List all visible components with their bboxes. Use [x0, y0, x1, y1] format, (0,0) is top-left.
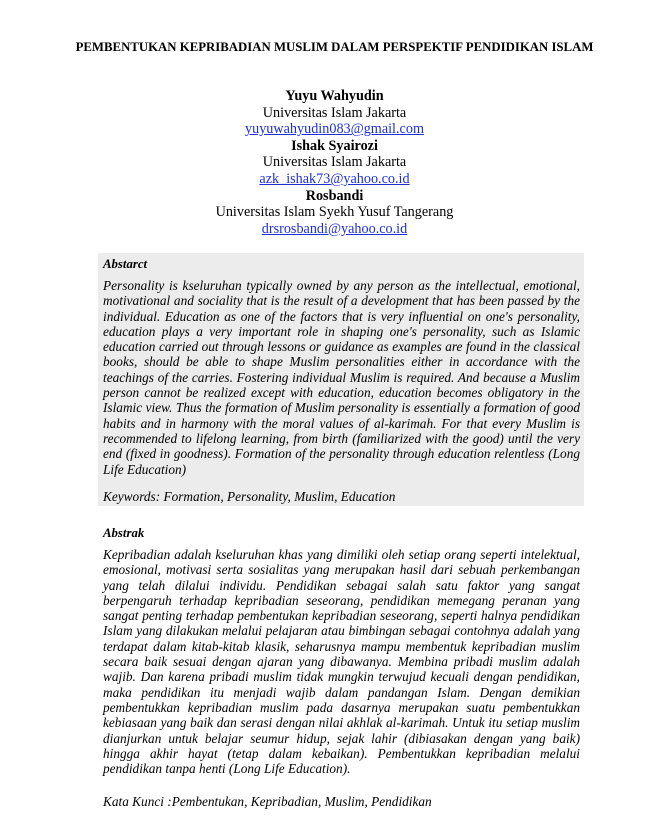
author-name: Rosbandi — [305, 187, 364, 204]
author-affiliation: Universitas Islam Jakarta — [262, 104, 407, 121]
author-affiliation: Universitas Islam Jakarta — [262, 154, 407, 171]
abstract-en-body: Personality is kseluruhan typically owned by any person as the intellectual, emotional, motivational and sociality that is the result of a development that has been passed by the individual. Education as one of the factors that is very influential on one's personality, education plays a very important role in shaping one's personality, such as Islamic education carried out through lessons or guidance as examples are found in the classical books, should be able to shape Muslim personalities either in accordance with the teachings of the carries. Fostering individual Muslim is required. And because a Muslim person cannot be realized except with education, education becomes obligatory in the Islamic view. Thus the formation of Muslim personality is essentially a formation of good habits and in harmony with the moral values of al-karimah. For that every Muslim is recommended to lifelong learning, from birth (familiarized with the good) until the very end (fixed in goodness). Formation of the personality through education relentless (Long Life Education) — [103, 278, 580, 477]
author-email-link[interactable]: drsrosbandi@yahoo.co.id — [261, 220, 408, 237]
author-name: Yuyu Wahyudin — [285, 88, 384, 104]
abstract-en-heading: Abstarct — [103, 257, 148, 271]
abstract-id-heading: Abstrak — [103, 526, 145, 540]
author-affiliation: Universitas Islam Syekh Yusuf Tangerang — [215, 204, 454, 221]
author-email-link[interactable]: yuyuwahyudin083@gmail.com — [245, 121, 424, 138]
abstract-id-body: Kepribadian adalah kseluruhan khas yang dimiliki oleh setiap orang seperti intelektual, emosional, motivasi serta sosialitas yang merupakan hasil dari sebuah perkembangan yang telah dilalui individu. Pendidikan sebagai salah satu faktor yang sangat berpengaruh terhadap kepribadian seseorang, pendidikan memegang peranan yang sangat penting terhadap pembentukan kepribadian seseorang, seperti halnya pendidikan Islam yang dilakukan melalui pelajaran atau bimbingan sebagai contohnya adalah yang terdapat dalam kitab-kitab klasik, seharusnya mampu membentuk kepribadian muslim secara baik sesuai dengan ajaran yang dibawanya. Membina pribadi muslim adalah wajib. Dan karena pribadi muslim tidak mungkin terwujud kecuali dengan pendidikan, maka pendidikan itu menjadi wajib dalam pandangan Islam. Dengan demikian pembentukkan kepribadian muslim pada dasarnya merupakan suatu pembentukkan kebiasaan yang baik dan serasi dengan nilai akhlak al-karimah. Untuk itu setiap muslim dianjurkan untuk belajar seumur hidup, sejak lahir (dibiasakan dengan yang baik) hingga akhir hayat (tetap dalam kebaikan). Pembentukkan kepribadian melalui pendidikan tanpa henti (Long Life Education). — [103, 547, 580, 777]
paper-title: PEMBENTUKAN KEPRIBADIAN MUSLIM DALAM PERSPEKTIF PENDIDIKAN ISLAM — [75, 40, 594, 54]
author-email-link[interactable]: azk_ishak73@yahoo.co.id — [259, 170, 410, 187]
abstract-id-keywords: Kata Kunci :Pembentukan, Kepribadian, Muslim, Pendidikan — [103, 794, 432, 809]
author-name: Ishak Syairozi — [291, 137, 378, 154]
abstract-en-keywords: Keywords: Formation, Personality, Muslim, Education — [103, 489, 396, 504]
author-block — [0, 88, 669, 237]
